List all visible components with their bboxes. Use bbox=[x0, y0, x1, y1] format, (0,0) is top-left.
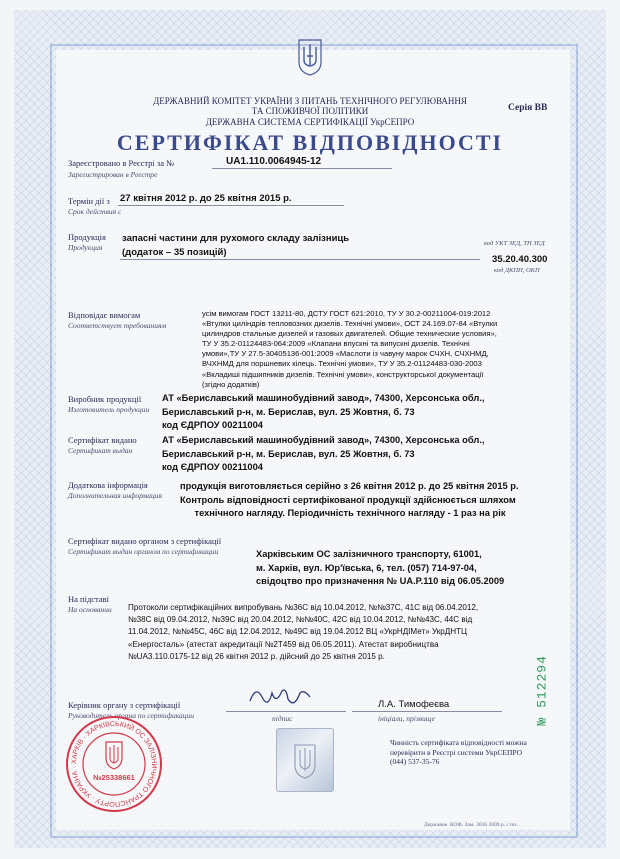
footer-note-line: перевірити в Реєстрі системи УкрСЕПРО bbox=[390, 747, 523, 757]
term-label: Термін дії з bbox=[68, 196, 110, 206]
requirements-line: «Вкладиші підшипників дизелів. Технічні умови», конструкторської документації bbox=[202, 369, 484, 379]
issued-to-text bbox=[162, 434, 484, 475]
trident-icon bbox=[297, 38, 323, 76]
serial-number: № 512294 bbox=[534, 655, 550, 726]
issuer-line: Харківським ОС залізничного транспорту, 61001, bbox=[256, 549, 482, 559]
term-label-ru: Срок действия с bbox=[68, 207, 122, 216]
verification-note bbox=[390, 738, 527, 767]
product-name: запасні частини для рухомого складу залізниць bbox=[122, 233, 350, 244]
sign-caption: підпис bbox=[272, 714, 293, 723]
signatory-name: Л.А. Тимофеєва bbox=[378, 699, 450, 710]
footer-note-line: Чинність сертифіката відповідності можна bbox=[390, 738, 527, 747]
requirements-line: умови»,ТУ У 27.5-30405136-001:2009 «Маслоти із чавуну марок СЧХН, СЧХНМД, bbox=[202, 349, 489, 359]
product-appendix: (додаток – 35 позицій) bbox=[122, 247, 227, 258]
manufacturer-text bbox=[162, 392, 484, 433]
manufacturer-line: Бериславський р-н, м. Берислав, вул. 25 Жовтня, б. 73 bbox=[162, 406, 415, 417]
additional-info-text bbox=[180, 480, 520, 521]
manufacturer-label-ru: Изготовитель продукции bbox=[68, 405, 150, 414]
footer-note-line: (044) 537-35-76 bbox=[390, 757, 440, 766]
basis-line: Протоколи сертифікаційних випробувань №36С від 10.04.2012, №№37С, 41С від 06.04.2012, bbox=[128, 603, 479, 612]
serial-number-box bbox=[532, 622, 552, 732]
name-caption: ініціали, прізвище bbox=[378, 714, 435, 723]
additional-line: Контроль відповідності сертифікованої продукції здійснюється шляхом bbox=[180, 494, 516, 505]
manufacturer-label: Виробник продукції bbox=[68, 394, 142, 404]
issuer-line: свідоцтво про призначення № UA.P.110 від 06.05.2009 bbox=[256, 576, 505, 586]
product-code: 35.20.40.300 bbox=[492, 254, 548, 265]
stamp-code: №25338661 bbox=[93, 773, 135, 782]
issued-to-line: АТ «Бериславський машинобудівний завод», 74300, Херсонська обл., bbox=[162, 435, 485, 445]
basis-line: «Енергосталь» (атестат акредитації №2Т459 від 06.05.2011). Атестат виробництва bbox=[128, 639, 439, 649]
issuer-line: м. Харків, вул. Юр'ївська, 6, тел. (057) 714-97-04, bbox=[256, 562, 477, 573]
hologram-trident-icon bbox=[277, 729, 333, 791]
requirements-line: ТУ У 35.2-01124483-064:2009 «Клапани впускні та випускні дизелів. Технічні bbox=[202, 339, 470, 349]
hologram-seal bbox=[276, 728, 334, 792]
issued-to-line: Бериславський р-н, м. Берислав, вул. 25 Жовтня, б. 73 bbox=[162, 448, 415, 459]
additional-line: технічного нагляду. Періодичність технічного нагляду - 1 раз на рік bbox=[194, 508, 506, 518]
basis-label-ru: На основании bbox=[68, 605, 112, 614]
additional-line: продукція виготовляється серійно з 26 квітня 2012 р. до 25 квітня 2015 р. bbox=[180, 481, 519, 491]
certification-system: ДЕРЖАВНА СИСТЕМА СЕРТИФІКАЦІЇ УкрСЕПРО bbox=[205, 117, 415, 127]
issued-to-line: код ЄДРПОУ 00211004 bbox=[162, 462, 263, 472]
issuer-text bbox=[256, 548, 504, 589]
series-label: Серія ВВ bbox=[508, 103, 548, 113]
issued-to-label: Сертифікат видано bbox=[68, 435, 137, 445]
requirements-label-ru: Соответствует требованиям bbox=[68, 321, 167, 330]
code-label-bottom: код ДКПП, ОКП bbox=[494, 267, 540, 274]
additional-info-label: Додаткова інформація bbox=[68, 480, 148, 490]
manufacturer-line: АТ «Бериславський машинобудівний завод», 74300, Херсонська обл., bbox=[162, 393, 485, 403]
requirements-line: (згідно додатків) bbox=[202, 379, 260, 389]
additional-info-label-ru: Дополнительная информация bbox=[68, 491, 162, 500]
committee-name-2: ТА СПОЖИВЧОЇ ПОЛІТИКИ bbox=[251, 106, 369, 116]
signature-label: Керівник органу з сертифікації bbox=[68, 700, 181, 710]
requirements-line: «Втулки циліндрів тепловозних дизелів. Технічні умови», ОСТ 24.169.07-84 «Втулки bbox=[202, 319, 498, 329]
code-label-top: код УКТ ЗЕД, ТН ЗЕД bbox=[484, 240, 545, 247]
issuer-label: Сертифікат видано органом з сертифікації bbox=[68, 536, 222, 546]
requirements-text bbox=[202, 309, 497, 390]
signature-scribble bbox=[246, 683, 316, 711]
registry-label-ru: Зарегистрирован в Реестре bbox=[68, 170, 158, 179]
requirements-line: цилиндров стальные дизелей и газовых двигателей. Общие технические условия», bbox=[202, 329, 497, 339]
signature-label-ru: Руководитель органа по сертификации bbox=[68, 711, 195, 720]
manufacturer-line: код ЄДРПОУ 00211004 bbox=[162, 420, 263, 430]
registry-number: UA1.110.0064945-12 bbox=[226, 156, 322, 167]
official-stamp bbox=[64, 714, 164, 814]
term-value: 27 квітня 2012 р. до 25 квітня 2015 р. bbox=[120, 193, 292, 204]
product-label-ru: Продукция bbox=[68, 243, 103, 252]
issuer-label-ru: Сертификат выдан органом по сертификации bbox=[68, 547, 219, 556]
requirements-line: усім вимогам ГОСТ 13211-80, ДСТУ ГОСТ 621:2010, ТУ У 30.2-00211004-019:2012 bbox=[202, 309, 491, 318]
requirements-line: ВЧХНМД для поршневих кілець. Технічні умови», ТУ У 35.2-01124483-030-2003 bbox=[202, 359, 482, 369]
basis-text bbox=[128, 602, 478, 663]
basis-label: На підставі bbox=[68, 594, 110, 604]
committee-name: ДЕРЖАВНИЙ КОМІТЕТ УКРАЇНИ З ПИТАНЬ ТЕХНІЧНОГО РЕГУЛЮВАННЯ bbox=[153, 96, 467, 106]
product-label: Продукція bbox=[68, 232, 106, 242]
basis-line: №38С від 09.04.2012, №39С від 20.04.2012, №№40С, 42С від 10.04.2012, №№43С, 44С від bbox=[128, 615, 473, 625]
certificate-title: СЕРТИФІКАТ ВІДПОВІДНОСТІ bbox=[116, 130, 504, 155]
basis-line: 11.04.2012, №№45С, 46С від 12.04.2012, №49С від 19.04.2012 ВЦ «УкрНДІМет» УкрДНТЦ bbox=[128, 627, 468, 637]
basis-line: №UA3.110.0175-12 від 26 квітня 2012 р. дійсний до 25 квітня 2015 р. bbox=[128, 651, 385, 661]
registry-label: Зареєстровано в Реєстрі за № bbox=[68, 158, 175, 168]
requirements-label: Відповідає вимогам bbox=[68, 310, 141, 320]
stamp-ring-text: ХАРКІВ · ХАРКІВСЬКИЙ ОС ЗАЛІЗНИЧНОГО ТРАНСПОРТУ · УКРАЇНА · bbox=[70, 720, 158, 808]
issued-to-label-ru: Сертификат выдан bbox=[68, 446, 133, 455]
printer-imprint: Державне. КОФ. Зам. 3036 2009 р. і тех. bbox=[424, 822, 519, 828]
